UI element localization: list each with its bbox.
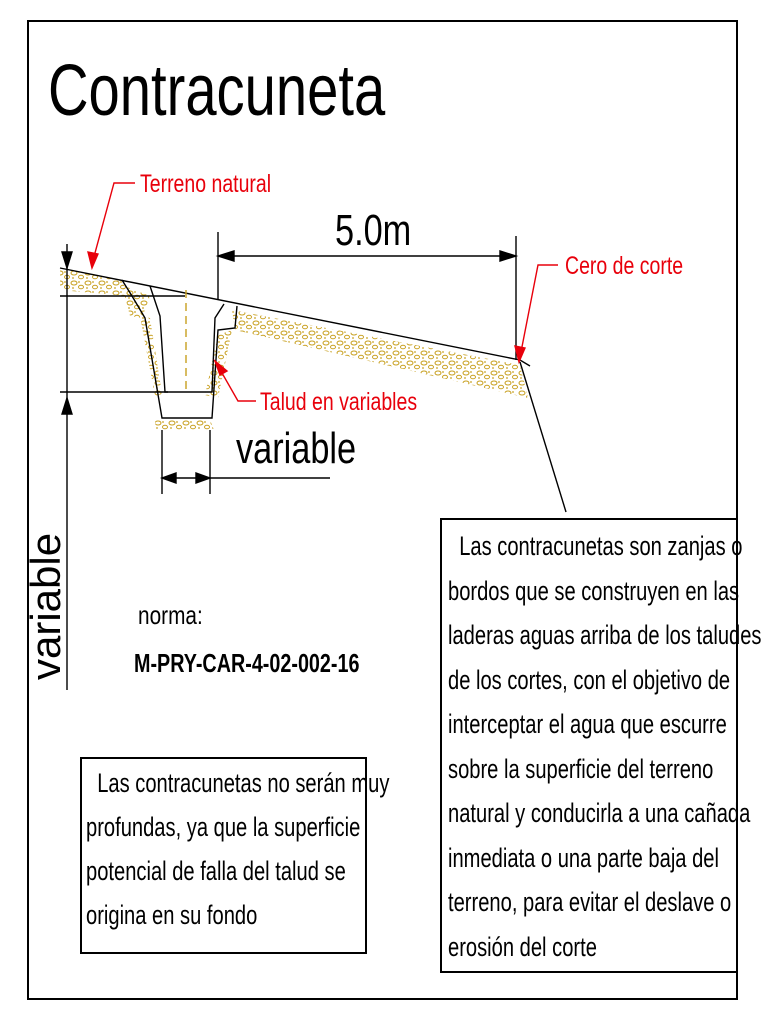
cero-de-corte-label: Cero de corte [564,251,684,280]
norma-label: norma: [138,600,203,630]
note-text-definition: Las contracunetas son zanjas o bordos que se construyen en las laderas aguas arriba de los taludes de los cortes, con el objetivo de interceptar el agua que escurre sobre la superficie del terreno natural y conducirla a una cañada inmediata o una parte baja del terreno, para evitar el deslave o erosión del corte [448,531,762,962]
note-box-depth [80,757,390,954]
norma-code: M-PRY-CAR-4-02-002-16 [134,648,360,678]
height-dimension: variable [22,532,69,680]
note-text-depth: Las contracunetas no serán muy profundas, ya que la superficie potencial de falla del talud se origina en su fondo [86,768,390,930]
top-width-dimension: 5.0m [335,205,412,256]
page-title: Contracuneta [48,51,386,131]
bottom-width-dimension: variable [236,423,357,474]
terreno-natural-label: Terreno natural [139,169,272,198]
talud-label: Talud en variables [259,387,418,416]
note-box-definition [440,518,762,973]
